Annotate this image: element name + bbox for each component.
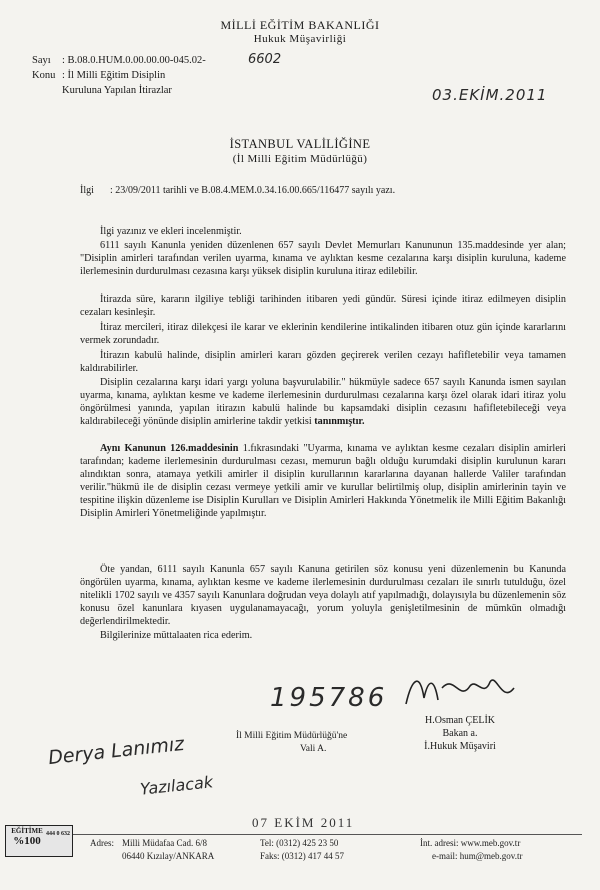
handwritten-note-line1: Derya Lanımız bbox=[47, 732, 186, 770]
paragraph-5: İtirazın kabulü halinde, disiplin amirleri kararı gözden geçirerek verilen cezayı hafifletebilir veya tamamen kaldırabilirler. bbox=[80, 350, 566, 374]
footer-web: İnt. adresi: www.meb.gov.tr bbox=[420, 838, 521, 848]
footer-tel: Tel: (0312) 425 23 50 bbox=[260, 838, 339, 848]
logo-number: %100 bbox=[13, 835, 41, 847]
reference-text: : 23/09/2011 tarihli ve B.08.4.MEM.0.34.16.00.665/116477 sayılı yazı. bbox=[110, 185, 396, 196]
footer-email: e-mail: hum@meb.gov.tr bbox=[432, 851, 523, 861]
received-date-stamp: 07 EKİM 2011 bbox=[252, 815, 355, 830]
konu-line1: : İl Milli Eğitim Disiplin bbox=[62, 70, 166, 81]
sayi-value: : B.08.0.HUM.0.00.00.00-045.02- bbox=[62, 55, 206, 66]
department-name: Hukuk Müşavirliği bbox=[253, 33, 347, 45]
paragraph-6-bold: tanınmıştır. bbox=[314, 415, 365, 427]
ministry-name: MİLLİ EĞİTİM BAKANLIĞI bbox=[220, 18, 380, 32]
paragraph-7-bold: Aynı Kanunun 126.maddesinin bbox=[100, 443, 239, 454]
sayi-label: Sayı bbox=[32, 55, 51, 66]
sayi-handwritten: 6602 bbox=[248, 52, 282, 67]
signature-scribble-icon bbox=[398, 668, 528, 712]
footer-address-label: Adres: bbox=[90, 838, 114, 848]
logo-top-text: EĞİTİME bbox=[11, 827, 43, 835]
recipient-stamp-line2: Vali A. bbox=[300, 744, 327, 754]
konu-line2: Kuruluna Yapılan İtirazlar bbox=[62, 85, 172, 96]
paragraph-4: İtiraz mercileri, itiraz dilekçesi ile karar ve eklerinin kendilerine intikalinden itibaren otuz gün içinde kararlarını vermek zorundadır. bbox=[80, 322, 566, 346]
addressee-line1: İSTANBUL VALİLİĞİNE bbox=[229, 137, 371, 151]
paragraph-9: Bilgilerinize müttalaaten rica ederim. bbox=[100, 630, 253, 641]
footer-address-line1: Milli Müdafaa Cad. 6/8 bbox=[122, 838, 207, 848]
logo-side-number: 444 0 632 bbox=[46, 831, 70, 837]
footer-address-line2: 06440 Kızılay/ANKARA bbox=[122, 851, 215, 861]
addressee-line2: (İl Milli Eğitim Müdürlüğü) bbox=[232, 153, 368, 165]
paragraph-6 bbox=[80, 377, 566, 429]
handwritten-number: 195786 bbox=[270, 683, 388, 713]
signer-title1: Bakan a. bbox=[442, 728, 478, 739]
paragraph-3: İtirazda süre, kararın ilgiliye tebliği tarihinden itibaren yedi gündür. Süresi içinde itiraz edilmeyen disiplin cezaları kesinleşir. bbox=[80, 294, 566, 318]
signer-title2: İ.Hukuk Müşaviri bbox=[424, 741, 496, 752]
handwritten-note-line2: Yazılacak bbox=[139, 772, 214, 799]
campaign-logo bbox=[5, 825, 73, 857]
letter-date-handwritten: 03.EKİM.2011 bbox=[432, 86, 548, 104]
signer-name: H.Osman ÇELİK bbox=[425, 715, 495, 726]
recipient-stamp-line1: İl Milli Eğitim Müdürlüğü'ne bbox=[236, 731, 348, 741]
footer-rule bbox=[20, 834, 582, 835]
footer-fax: Faks: (0312) 417 44 57 bbox=[260, 851, 344, 861]
konu-label: Konu bbox=[32, 70, 56, 81]
paragraph-6-text: Disiplin cezalarına karşı idari yargı yoluna başvurulabilir." hükmüyle sadece 657 sayılı Kanunda ismen sayılan uyarma, kınama, aylıktan kesme ve kademe ilerlemesinin durdurulması cezalarına karşı özel olarak idari itiraz yolu öngörülmesi yanında, yapılan itirazın kabulü halinde bu kapsamdaki disiplin cezasını hafifletebileceği veya kaldırabileceği yönünde disiplin amirlerine takdir yetkisi bbox=[80, 377, 566, 427]
reference-label: İlgi bbox=[80, 185, 94, 196]
paragraph-2: 6111 sayılı Kanunla yeniden düzenlenen 657 sayılı Devlet Memurları Kanununun 135.maddesinde yer alan; "Disiplin amirleri tarafından verilen uyarma, kınama ve aylıktan kesme cezalarına karşı disiplin kuruluna, kademe ilerlemesinin durdurulması cezasına karşı yüksek disiplin kuruluna itiraz edilebilir. bbox=[80, 240, 566, 277]
paragraph-1: İlgi yazınız ve ekleri incelenmiştir. bbox=[100, 226, 242, 237]
paragraph-7-text: 1.fıkrasındaki "Uyarma, kınama ve aylıktan kesme cezaları disiplin amirleri tarafından; kademe ilerlemesinin durdurulması cezası, memurun bağlı olduğu kurumdaki disiplin kurulunun kararı alındıktan sonra, atamaya yetkili amirler il disiplin kurullarının kararlarına dayanan hallerde Valiler tarafından verilir."hükmü ile de disiplin cezası vermeye yetkili amir ve kurullar belirtilmiş olup, disiplin amirlerinin tayin ve tespitine ilişkin düzenleme ise Disiplin Kurulları ve Disiplin Amirleri Hakkında Yönetmelik ile Milli Eğitim Bakanlığı Disiplin Amirleri Yönetmeliğinde yapılmıştır. bbox=[80, 443, 567, 519]
paragraph-8: Öte yandan, 6111 sayılı Kanunla 657 sayılı Kanuna getirilen söz konusu yeni düzenlemenin bu Kanunda öngörülen uyarma, kınama, aylıktan kesme ve kademe ilerlemesinin durdurulması cezaları ile sınırlı tutulduğu, özel nitelikli 1702 sayılı ve 4357 sayılı Kanunlara doğrudan veya dolaylı atıf yapılmadığı, dolayısıyla bu düzenlemenin söz konusu özel kanunlara kıyasen uygulanamayacağı, yorum yoluyla genişletilmesinin de mümkün olmadığı değerlendirilmektedir. bbox=[80, 564, 566, 627]
paragraph-7 bbox=[80, 443, 566, 520]
